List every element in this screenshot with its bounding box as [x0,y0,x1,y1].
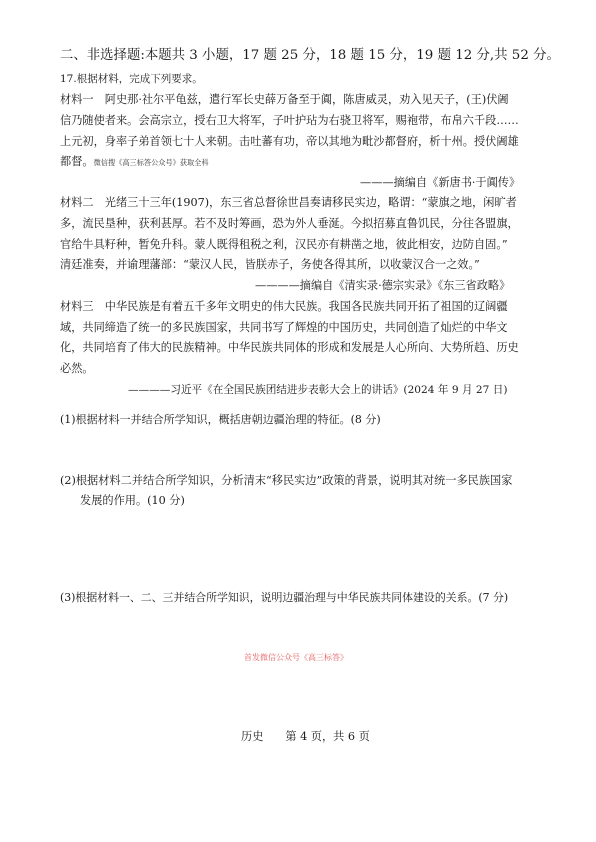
material-1-source: ———摘编自《新唐书·于阗传》 [360,176,521,189]
material-1-line-last [60,155,209,170]
inline-note: 微信搜《高三标答公众号》获取全科 [93,158,209,167]
question-2-continued: 发展的作用。(10 分) [80,494,185,507]
material-2-line: 官给牛具籽种，暂免升科。蒙人既得租税之利，汉民亦有耕凿之地，彼此相安，边防自固。” [60,238,508,251]
material-2-line: 多，流民垦种，获利甚厚。若不及时筹画，恐为外人垂涎。今拟招募直鲁饥民，分往各盟旗， [60,217,519,230]
question-2: (2)根据材料二并结合所学知识，分析清末“移民实边”政策的背景，说明其对统一多民族国家 [60,474,513,487]
question-intro: 17.根据材料，完成下列要求。 [60,73,203,85]
material-2-source: ————摘编自《清实录·德宗实录》《东三省政略》 [255,279,511,292]
material-3-line: 必然。 [60,362,94,375]
material-1-line: 上元初，身率子弟首领七十人来朝。击吐蕃有功，帝以其地为毗沙都督府，析十州。授伏阇雄 [60,135,519,148]
section-heading: 二、非选择题:本题共 3 小题，17 题 25 分，18 题 15 分，19 题 12 分,共 52 分。 [60,48,560,63]
material-2-line: 材料二 光绪三十三年(1907)，东三省总督徐世昌奏请移民实边，略谓：“蒙旗之地，闲旷者 [60,196,517,209]
material-3-line: 域，共同缔造了统一的多民族国家，共同书写了辉煌的中国历史，共同创造了灿烂的中华文 [60,321,508,334]
material-3-line: 材料三 中华民族是有着五千多年文明史的伟大民族。我国各民族共同开拓了祖国的辽阔疆 [60,300,508,313]
watermark-text: 首发微信公众号《高三标答》 [244,653,348,662]
material-1-line: 材料一 阿史那·社尔平龟兹，遣行军长史薛万备至于阗，陈唐威灵，劝入见天子，(王)伏阇 [60,93,509,106]
question-1: (1)根据材料一并结合所学知识，概括唐朝边疆治理的特征。(8 分) [60,413,381,426]
question-3: (3)根据材料一、二、三并结合所学知识，说明边疆治理与中华民族共同体建设的关系。(7 分) [60,591,509,604]
material-3-source: ————习近平《在全国民族团结进步表彰大会上的讲话》(2024 年 9 月 27 日) [128,384,508,396]
material-3-line: 化，共同培育了伟大的民族精神。中华民族共同体的形成和发展是人心所向、大势所趋、历史 [60,341,519,354]
material-1-line-text: 都督。 [60,155,94,168]
footer-subject: 历史 [241,730,264,743]
footer-page-number: 第 4 页，共 6 页 [285,730,370,743]
material-1-line: 信乃随使者来。会高宗立，授右卫大将军，子叶护玷为右骁卫将军，赐袍带，布帛六千段…… [60,114,519,127]
material-2-line: 清廷准奏，并谕理藩部：“蒙汉人民，皆朕赤子，务使各得其所，以收蒙汉合一之效。” [60,258,480,271]
page-footer [241,728,370,744]
